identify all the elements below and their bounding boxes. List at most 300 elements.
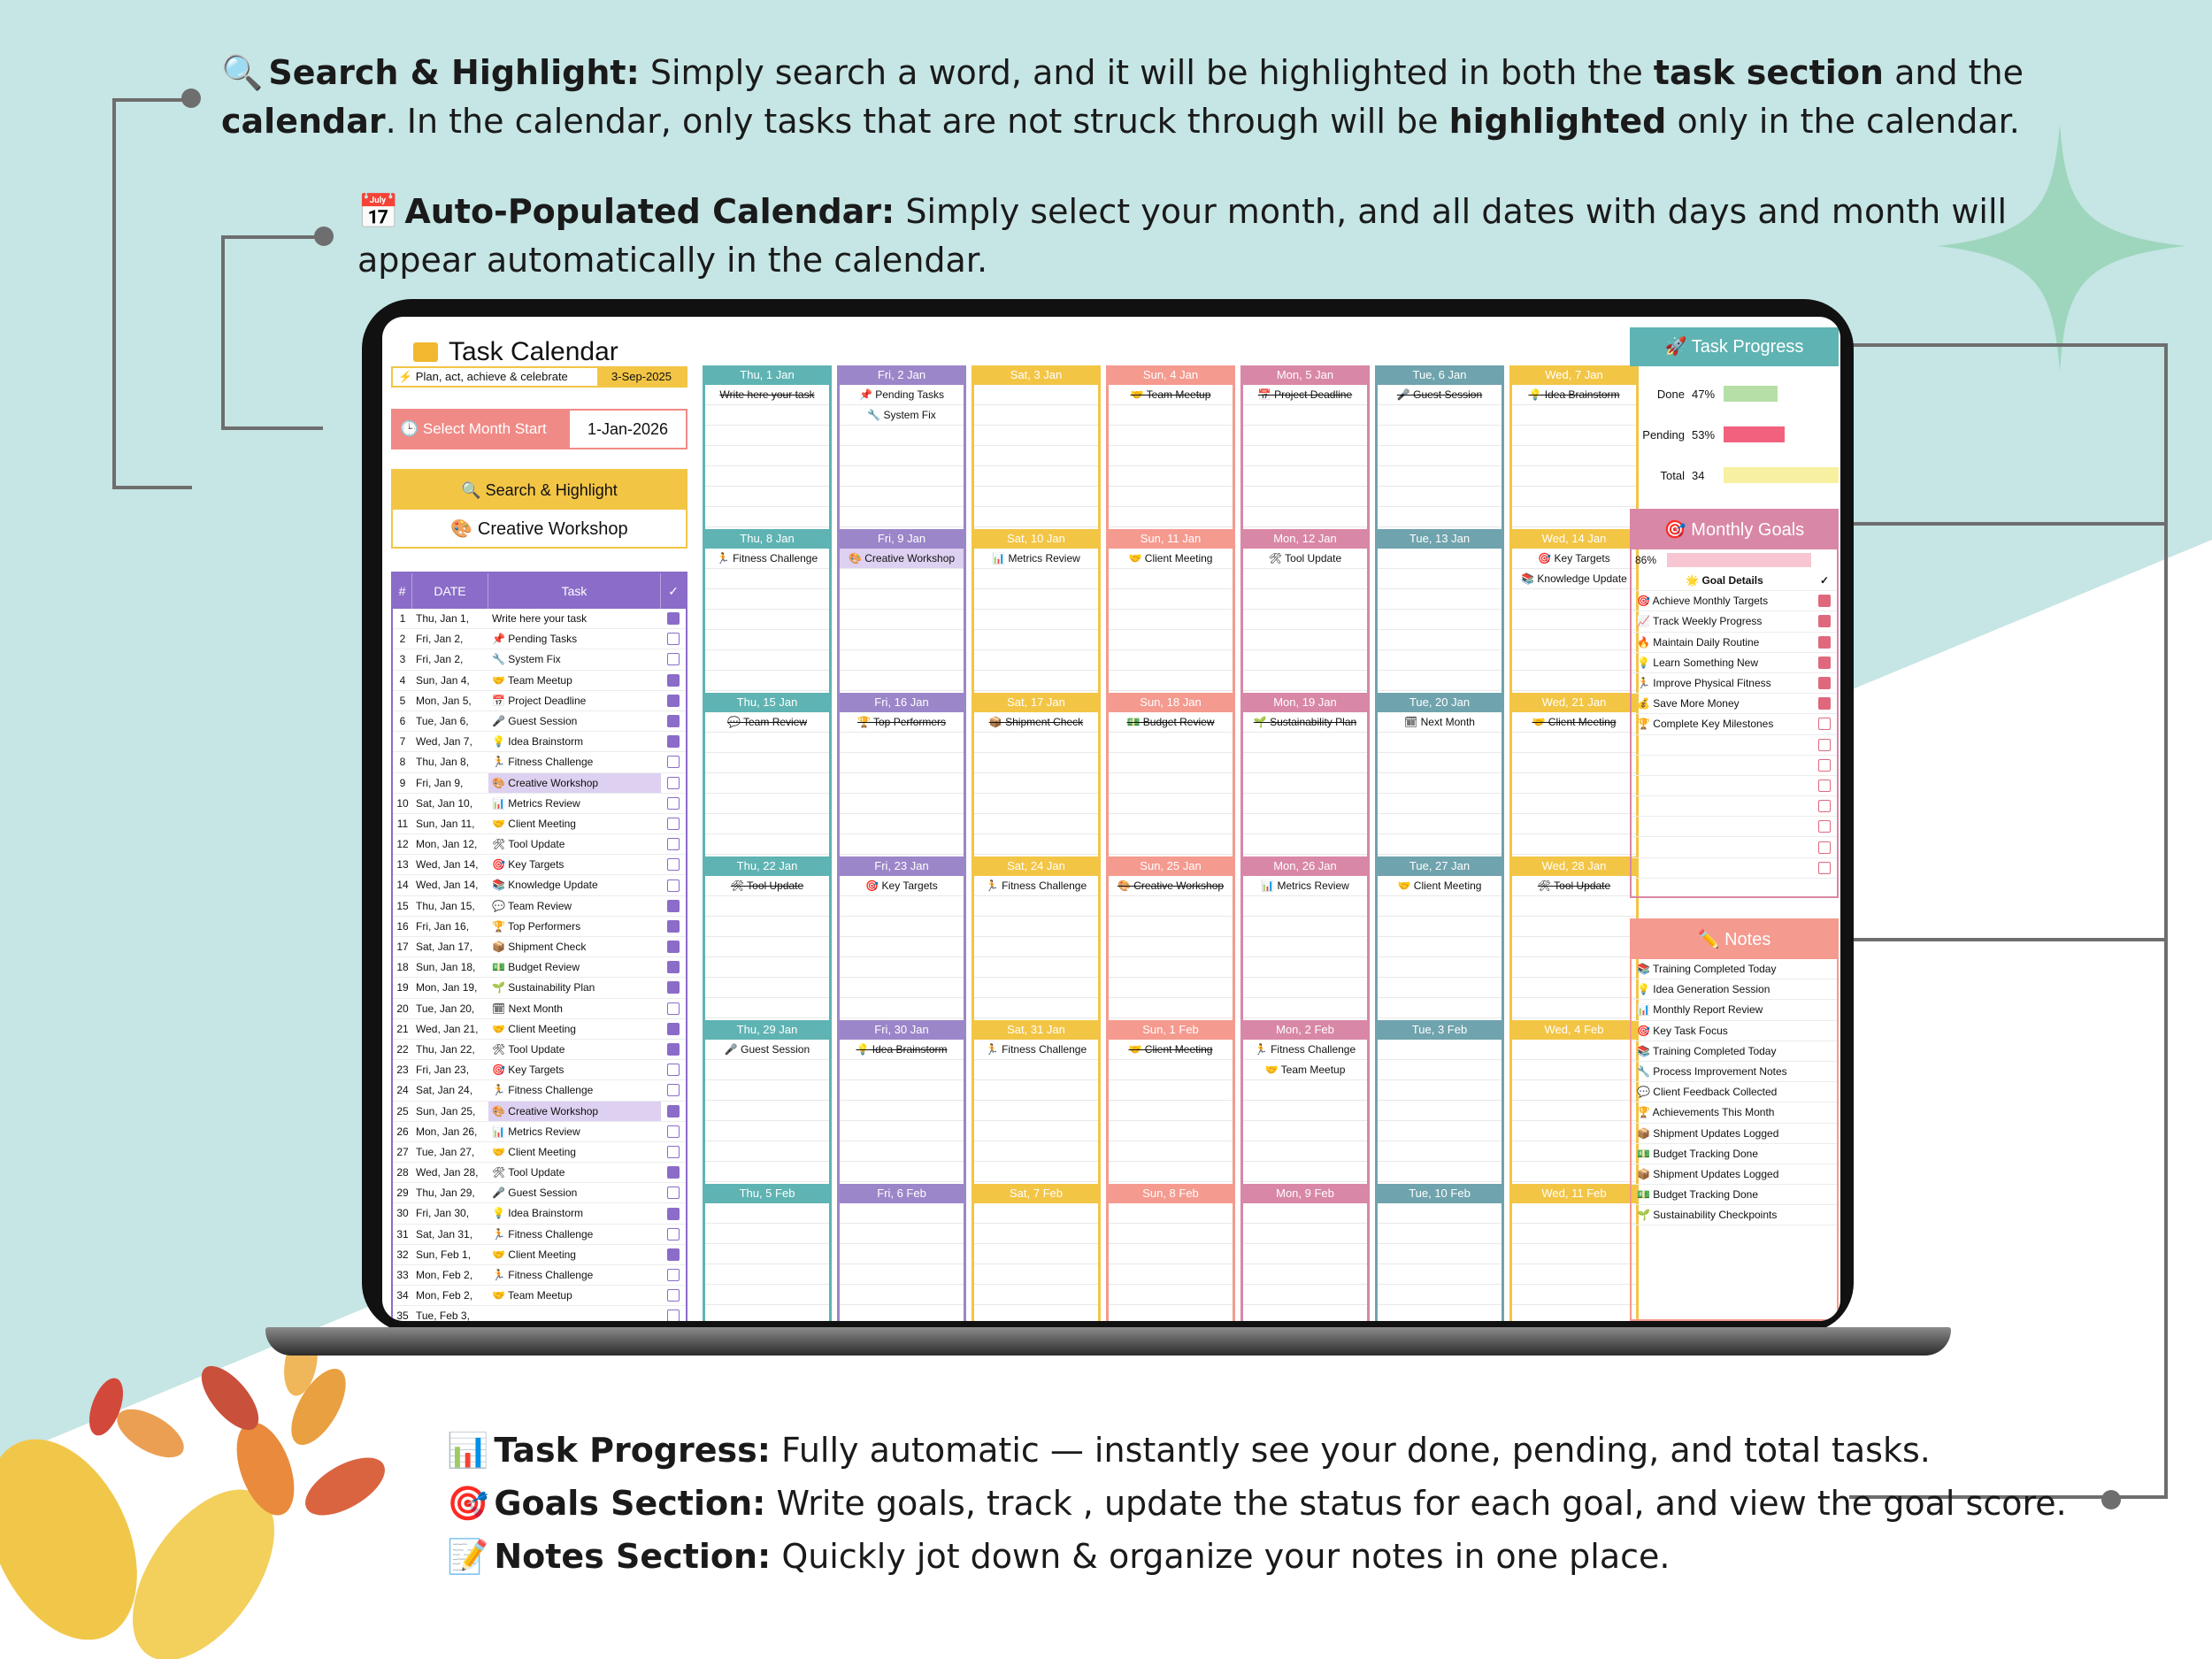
task-name[interactable]: 📌 Pending Tasks — [492, 633, 578, 646]
calendar-task-line — [1109, 1244, 1233, 1264]
goal-text[interactable] — [1632, 735, 1812, 755]
feature-text: Fully automatic — instantly see your done, pending, and total tasks. — [770, 1431, 1931, 1470]
task-checkbox[interactable] — [661, 875, 686, 895]
calendar-task-line — [705, 1224, 829, 1244]
goal-row — [1632, 776, 1837, 796]
calendar-task-line[interactable]: 💡 Idea Brainstorm — [840, 1040, 964, 1060]
search-input[interactable]: 🎨 Creative Workshop — [450, 519, 628, 539]
calendar-task-line — [840, 957, 964, 978]
calendar-task-line — [705, 957, 829, 978]
goal-checkbox[interactable] — [1812, 653, 1837, 672]
goal-checkbox[interactable] — [1812, 714, 1837, 733]
select-month-label: 🕒 Select Month Start — [393, 411, 570, 448]
calendar-task-line[interactable]: 🛠 Tool Update — [1243, 549, 1367, 569]
note-item[interactable]: 💵 Budget Tracking Done — [1632, 1185, 1837, 1205]
task-name[interactable]: 🏃 Fitness Challenge — [492, 756, 594, 769]
task-number: 26 — [396, 1125, 409, 1138]
task-row — [393, 609, 686, 629]
calendar-task-line[interactable]: 🤝 Team Meetup — [1109, 385, 1233, 405]
target-icon: 🎯 — [447, 1484, 489, 1523]
calendar-column — [1375, 365, 1504, 1321]
task-name[interactable]: 🤝 Team Meetup — [492, 1289, 572, 1302]
task-checkbox[interactable] — [661, 957, 686, 977]
calendar-task-line[interactable]: 🏃 Fitness Challenge — [974, 876, 1098, 896]
checkbox-square — [667, 961, 680, 973]
calendar-task-line — [840, 1080, 964, 1101]
task-name[interactable]: 🎤 Guest Session — [492, 714, 578, 727]
calendar-day-header: Mon, 12 Jan — [1243, 529, 1367, 549]
task-date: Sun, Jan 18, — [416, 961, 476, 974]
task-checkbox[interactable] — [661, 691, 686, 710]
task-row — [393, 711, 686, 732]
task-checkbox[interactable] — [661, 1102, 686, 1121]
calendar-task-line — [1378, 426, 1502, 446]
calendar-task-line[interactable]: 🛠 Tool Update — [705, 876, 829, 896]
calendar-task-line — [705, 1141, 829, 1162]
calendar-task-line — [1378, 1101, 1502, 1121]
calendar-day-header: Wed, 21 Jan — [1512, 693, 1636, 712]
calendar-task-line — [974, 896, 1098, 917]
checkbox-square — [667, 653, 680, 665]
task-name[interactable]: 🎯 Key Targets — [492, 1064, 565, 1077]
calendar-task-line — [1512, 733, 1636, 753]
goal-row — [1632, 817, 1837, 837]
calendar-task-line — [1243, 1080, 1367, 1101]
progress-bar — [1724, 386, 1778, 402]
calendar-day-cell — [1106, 365, 1235, 529]
calendar-day-header: Fri, 30 Jan — [840, 1020, 964, 1040]
calendar-task-line[interactable]: 🎯 Key Targets — [1512, 549, 1636, 569]
task-date: Tue, Jan 27, — [416, 1145, 475, 1158]
calendar-task-line[interactable]: 🎤 Guest Session — [705, 1040, 829, 1060]
select-month-input[interactable]: 1-Jan-2026 — [587, 420, 669, 438]
note-item[interactable]: 📊 Monthly Report Review — [1632, 1000, 1837, 1020]
goal-text[interactable] — [1632, 837, 1812, 856]
task-name[interactable]: 💡 Idea Brainstorm — [492, 1207, 583, 1220]
calendar-task-line — [840, 1244, 964, 1264]
progress-row — [1630, 414, 1839, 455]
checkbox-square — [667, 818, 680, 830]
task-checkbox[interactable] — [661, 917, 686, 936]
task-row — [393, 1225, 686, 1245]
checkbox-square — [1818, 697, 1831, 710]
magnifier-icon: 🔍 — [221, 53, 264, 92]
calendar-task-line — [974, 773, 1098, 794]
calendar-task-line — [1243, 1101, 1367, 1121]
task-name[interactable]: 🏆 Top Performers — [492, 919, 581, 933]
calendar-task-line — [1378, 753, 1502, 773]
goal-row — [1632, 694, 1837, 714]
calendar-task-line — [705, 446, 829, 466]
task-checkbox[interactable] — [661, 794, 686, 813]
goal-text[interactable]: 💰 Save More Money — [1637, 697, 1740, 710]
task-progress-title: 🚀 Task Progress — [1630, 327, 1839, 366]
task-number: 33 — [396, 1269, 409, 1281]
calendar-day-header: Fri, 23 Jan — [840, 856, 964, 876]
calendar-task-line — [1243, 917, 1367, 937]
checkbox-square — [667, 1002, 680, 1015]
calendar-task-line — [1512, 917, 1636, 937]
calendar-task-line — [1243, 834, 1367, 855]
task-date: Sun, Feb 1, — [416, 1248, 472, 1261]
goal-text[interactable] — [1632, 796, 1812, 816]
goal-text[interactable] — [1632, 817, 1812, 836]
calendar-task-line — [1378, 1224, 1502, 1244]
task-checkbox[interactable] — [661, 671, 686, 690]
calendar-task-line[interactable]: 🤝 Client Meeting — [1109, 1040, 1233, 1060]
calendar-task-line[interactable]: 📦 Shipment Check — [974, 712, 1098, 733]
calendar-task-line — [1378, 1121, 1502, 1141]
calendar-task-line — [1109, 1203, 1233, 1224]
note-item[interactable]: 📚 Training Completed Today — [1632, 959, 1837, 979]
note-item[interactable]: 📦 Shipment Updates Logged — [1632, 1164, 1837, 1185]
calendar-task-line — [1378, 1040, 1502, 1060]
calendar-task-line — [974, 630, 1098, 650]
connector-search — [112, 98, 192, 489]
calendar-day-cell — [1106, 1184, 1235, 1321]
note-item[interactable]: 💬 Client Feedback Collected — [1632, 1082, 1837, 1102]
calendar-task-line — [1109, 917, 1233, 937]
task-checkbox[interactable] — [661, 834, 686, 854]
goal-text[interactable]: 🏃 Improve Physical Fitness — [1637, 676, 1771, 689]
goal-text[interactable]: 💡 Learn Something New — [1637, 656, 1759, 669]
calendar-day-header: Tue, 3 Feb — [1378, 1020, 1502, 1040]
calendar-task-line — [840, 466, 964, 487]
calendar-task-line — [1512, 589, 1636, 610]
calendar-task-line[interactable]: 🎨 Creative Workshop — [1109, 876, 1233, 896]
calendar-task-line[interactable]: 💬 Team Review — [705, 712, 829, 733]
task-name[interactable]: 🎤 Guest Session — [492, 1187, 578, 1200]
connector-right-panels — [1849, 343, 2168, 1499]
task-name[interactable]: 📊 Metrics Review — [492, 1125, 580, 1138]
calendar-task-line[interactable]: 💵 Budget Review — [1109, 712, 1233, 733]
calendar-task-line[interactable]: Write here your task — [705, 385, 829, 405]
calendar-day-cell — [1106, 1020, 1235, 1184]
task-checkbox[interactable] — [661, 1080, 686, 1100]
task-number: 6 — [399, 714, 406, 727]
checkbox-square — [1818, 677, 1831, 689]
calendar-task-line — [840, 773, 964, 794]
calendar-task-line — [1512, 1040, 1636, 1060]
checkbox-square — [1818, 739, 1831, 751]
task-checkbox[interactable] — [661, 1265, 686, 1285]
calendar-task-line — [1243, 937, 1367, 957]
task-name[interactable]: 🤝 Client Meeting — [492, 817, 576, 830]
task-checkbox[interactable] — [661, 711, 686, 731]
task-name[interactable]: 🗓 Next Month — [492, 1002, 563, 1015]
task-name[interactable]: 📚 Knowledge Update — [492, 879, 598, 892]
callout-title: Auto-Populated Calendar: — [404, 192, 895, 231]
task-checkbox[interactable] — [661, 1019, 686, 1039]
col-date: DATE — [412, 573, 488, 609]
task-progress-panel — [1630, 327, 1839, 504]
calendar-task-line[interactable]: 🛠 Tool Update — [1512, 876, 1636, 896]
calendar-task-line — [1378, 569, 1502, 589]
calendar-day-cell — [703, 365, 832, 529]
task-name[interactable]: Write here your task — [492, 612, 588, 625]
calendar-task-line — [1243, 610, 1367, 630]
calendar-task-line — [1243, 589, 1367, 610]
calendar-task-line[interactable]: 🤝 Team Meetup — [1243, 1060, 1367, 1080]
calendar-task-line[interactable]: 🏃 Fitness Challenge — [1243, 1040, 1367, 1060]
calendar-task-line — [974, 487, 1098, 507]
task-rows — [393, 609, 686, 1321]
task-checkbox[interactable] — [661, 609, 686, 628]
calendar-day-header: Mon, 2 Feb — [1243, 1020, 1367, 1040]
task-row — [393, 1245, 686, 1265]
goal-checkbox[interactable] — [1812, 756, 1837, 775]
calendar-column — [1240, 365, 1370, 1321]
task-name[interactable]: 🛠 Tool Update — [492, 1042, 565, 1056]
goal-checkbox[interactable] — [1812, 858, 1837, 878]
calendar-task-line — [974, 1141, 1098, 1162]
calendar-task-line — [1378, 630, 1502, 650]
calendar-task-line — [974, 1162, 1098, 1182]
calendar-task-line[interactable]: 🏃 Fitness Challenge — [705, 549, 829, 569]
task-checkbox[interactable] — [661, 855, 686, 874]
task-name[interactable]: 🛠 Tool Update — [492, 838, 565, 851]
note-item[interactable]: 💡 Idea Generation Session — [1632, 979, 1837, 1000]
task-checkbox[interactable] — [661, 1306, 686, 1321]
calendar-task-line[interactable]: 📌 Pending Tasks — [840, 385, 964, 405]
progress-bar — [1724, 426, 1785, 442]
goal-checkbox[interactable] — [1812, 633, 1837, 652]
calendar-task-line[interactable]: 🎨 Creative Workshop — [840, 549, 964, 569]
calendar-day-cell — [1509, 856, 1639, 1020]
task-checkbox[interactable] — [661, 814, 686, 833]
calendar-task-line[interactable]: 🗓 Next Month — [1378, 712, 1502, 733]
calendar-task-line — [1512, 487, 1636, 507]
task-name[interactable]: 🏃 Fitness Challenge — [492, 1084, 594, 1097]
task-name[interactable]: 🤝 Team Meetup — [492, 673, 572, 687]
calendar-task-line — [705, 569, 829, 589]
goal-checkbox[interactable] — [1812, 817, 1837, 836]
feature-goals — [447, 1479, 2128, 1532]
calendar-task-line — [1243, 957, 1367, 978]
task-name[interactable]: 🤝 Client Meeting — [492, 1145, 576, 1158]
calendar-task-line — [1109, 589, 1233, 610]
calendar-task-line — [1378, 671, 1502, 691]
goal-checkbox[interactable] — [1812, 694, 1837, 713]
calendar-task-line[interactable]: 🤝 Client Meeting — [1378, 876, 1502, 896]
calendar-task-line[interactable]: 📊 Metrics Review — [1243, 876, 1367, 896]
goal-text[interactable]: 🏆 Complete Key Milestones — [1637, 718, 1774, 731]
calendar-day-header: Sat, 7 Feb — [974, 1184, 1098, 1203]
calendar-task-line — [705, 937, 829, 957]
calendar-task-line[interactable]: 🎯 Key Targets — [840, 876, 964, 896]
task-checkbox[interactable] — [661, 1245, 686, 1264]
calendar-task-line[interactable]: 🤝 Client Meeting — [1109, 549, 1233, 569]
goal-text[interactable] — [1632, 776, 1812, 795]
note-item[interactable]: 📦 Shipment Updates Logged — [1632, 1124, 1837, 1144]
goal-text[interactable] — [1632, 756, 1812, 775]
calendar-task-line[interactable]: 🏆 Top Performers — [840, 712, 964, 733]
calendar-task-line — [974, 1224, 1098, 1244]
task-name[interactable]: 💬 Team Review — [492, 899, 572, 912]
calendar-task-line[interactable]: 🤝 Client Meeting — [1512, 712, 1636, 733]
calendar-day-cell — [703, 1020, 832, 1184]
task-checkbox[interactable] — [661, 978, 686, 997]
task-date: Mon, Feb 2, — [416, 1289, 473, 1302]
calendar-task-line[interactable]: 📊 Metrics Review — [974, 549, 1098, 569]
calendar-task-line — [1512, 426, 1636, 446]
task-name[interactable]: 🎨 Creative Workshop — [488, 773, 661, 793]
goal-row — [1632, 653, 1837, 673]
tagline-bar — [391, 366, 687, 388]
note-item[interactable]: 🌱 Sustainability Checkpoints — [1632, 1205, 1837, 1225]
task-row — [393, 855, 686, 875]
calendar-task-line — [1243, 1305, 1367, 1321]
task-checkbox[interactable] — [661, 732, 686, 751]
task-name[interactable]: 🏃 Fitness Challenge — [492, 1227, 594, 1240]
task-name[interactable]: 🔧 System Fix — [492, 653, 561, 666]
calendar-task-line — [1243, 466, 1367, 487]
goal-checkbox[interactable] — [1812, 796, 1837, 816]
calendar-task-line — [705, 1264, 829, 1285]
task-number: 9 — [399, 776, 406, 789]
calendar-task-line — [1378, 773, 1502, 794]
task-number: 27 — [396, 1145, 409, 1158]
connector-dot — [181, 88, 201, 108]
task-checkbox[interactable] — [661, 773, 686, 793]
calendar-task-line — [1512, 896, 1636, 917]
calendar-task-line — [1109, 1080, 1233, 1101]
calendar-column — [703, 365, 832, 1321]
calendar-task-line — [1512, 446, 1636, 466]
note-item[interactable]: 🔧 Process Improvement Notes — [1632, 1062, 1837, 1082]
calendar-day-header: Sun, 4 Jan — [1109, 365, 1233, 385]
task-number: 14 — [396, 879, 409, 892]
calendar-day-cell — [972, 1184, 1101, 1321]
task-name[interactable]: 💡 Idea Brainstorm — [492, 735, 583, 749]
goal-text[interactable] — [1632, 858, 1812, 878]
goal-text[interactable]: 📈 Track Weekly Progress — [1637, 615, 1763, 628]
calendar-task-line — [1109, 487, 1233, 507]
goal-checkbox[interactable] — [1812, 837, 1837, 856]
task-checkbox[interactable] — [661, 1060, 686, 1079]
calendar-task-line — [974, 426, 1098, 446]
task-checkbox[interactable] — [661, 1225, 686, 1244]
calendar-task-line — [1109, 1121, 1233, 1141]
task-checkbox[interactable] — [661, 1286, 686, 1305]
checkbox-square — [667, 1166, 680, 1179]
calendar-task-line[interactable]: 🏃 Fitness Challenge — [974, 1040, 1098, 1060]
task-name[interactable]: 🤝 Client Meeting — [492, 1022, 576, 1035]
task-row — [393, 875, 686, 895]
goal-row — [1632, 633, 1837, 653]
task-checkbox[interactable] — [661, 1040, 686, 1059]
task-name[interactable]: 🤝 Client Meeting — [492, 1248, 576, 1261]
calendar-task-line — [840, 733, 964, 753]
task-name[interactable]: 🎨 Creative Workshop — [488, 1102, 661, 1121]
calendar-day-header: Sat, 17 Jan — [974, 693, 1098, 712]
calendar-day-header: Tue, 13 Jan — [1378, 529, 1502, 549]
calendar-day-header: Thu, 15 Jan — [705, 693, 829, 712]
task-checkbox[interactable] — [661, 629, 686, 649]
feature-notes — [447, 1532, 2128, 1586]
calendar-task-line — [1512, 978, 1636, 998]
goal-checkbox[interactable] — [1812, 776, 1837, 795]
task-name[interactable] — [488, 1306, 661, 1321]
calendar-task-line[interactable]: 🎤 Guest Session — [1378, 385, 1502, 405]
note-item[interactable]: 📚 Training Completed Today — [1632, 1041, 1837, 1062]
calendar-task-line — [705, 405, 829, 426]
task-checkbox[interactable] — [661, 1122, 686, 1141]
task-row — [393, 1040, 686, 1060]
task-name[interactable]: 🌱 Sustainability Plan — [492, 981, 595, 995]
task-checkbox[interactable] — [661, 1163, 686, 1182]
task-checkbox[interactable] — [661, 999, 686, 1018]
calendar-task-line — [1378, 446, 1502, 466]
task-row — [393, 1306, 686, 1321]
goal-row — [1632, 756, 1837, 776]
task-row — [393, 1019, 686, 1040]
goal-checkbox[interactable] — [1812, 735, 1837, 755]
calendar-task-line[interactable]: 📅 Project Deadline — [1243, 385, 1367, 405]
calendar-day-cell — [1375, 693, 1504, 856]
task-number: 35 — [396, 1310, 409, 1321]
task-row — [393, 1102, 686, 1122]
task-name[interactable]: 🎯 Key Targets — [492, 858, 565, 872]
goal-checkbox[interactable] — [1812, 611, 1837, 631]
calendar-day-header: Tue, 10 Feb — [1378, 1184, 1502, 1203]
calendar-day-header: Sun, 25 Jan — [1109, 856, 1233, 876]
calendar-day-header: Sat, 24 Jan — [974, 856, 1098, 876]
checkbox-square — [667, 879, 680, 892]
note-item[interactable]: 🎯 Key Task Focus — [1632, 1021, 1837, 1041]
task-checkbox[interactable] — [661, 896, 686, 916]
task-row — [393, 1060, 686, 1080]
calendar-task-line[interactable]: 🌱 Sustainability Plan — [1243, 712, 1367, 733]
task-number: 7 — [399, 735, 406, 749]
calendar-task-line[interactable]: 💡 Idea Brainstorm — [1512, 385, 1636, 405]
feature-task-progress — [447, 1426, 2128, 1479]
calendar-task-line — [840, 487, 964, 507]
goal-checkbox[interactable] — [1812, 591, 1837, 611]
calendar-day-header: Sun, 18 Jan — [1109, 693, 1233, 712]
task-name[interactable]: 📊 Metrics Review — [492, 796, 580, 810]
task-name[interactable]: 📦 Shipment Check — [492, 941, 587, 953]
task-name[interactable]: 🛠 Tool Update — [492, 1166, 565, 1179]
task-checkbox[interactable] — [661, 1142, 686, 1162]
task-checkbox[interactable] — [661, 752, 686, 772]
calendar-task-line — [974, 733, 1098, 753]
task-checkbox[interactable] — [661, 937, 686, 956]
calendar-task-line — [1378, 1141, 1502, 1162]
goal-checkbox[interactable] — [1812, 673, 1837, 693]
task-name[interactable]: 💵 Budget Review — [492, 961, 580, 974]
calendar-task-line — [840, 1101, 964, 1121]
calendar-task-line — [1512, 507, 1636, 527]
calendar-task-line — [1243, 998, 1367, 1018]
feature-list — [447, 1426, 2128, 1586]
task-checkbox[interactable] — [661, 1183, 686, 1202]
calendar-task-line[interactable]: 📚 Knowledge Update — [1512, 569, 1636, 589]
goal-text[interactable]: 🎯 Achieve Monthly Targets — [1637, 595, 1769, 608]
task-name[interactable]: 📅 Project Deadline — [492, 694, 587, 707]
goal-text[interactable]: 🔥 Maintain Daily Routine — [1637, 635, 1760, 649]
task-row — [393, 732, 686, 752]
note-item[interactable]: 💵 Budget Tracking Done — [1632, 1144, 1837, 1164]
calendar-task-line[interactable]: 🔧 System Fix — [840, 405, 964, 426]
callout-search-highlight — [221, 49, 2185, 146]
note-item[interactable]: 🏆 Achievements This Month — [1632, 1102, 1837, 1123]
checkbox-square — [1818, 820, 1831, 833]
task-name[interactable]: 🏃 Fitness Challenge — [492, 1269, 594, 1281]
goal-row — [1632, 735, 1837, 756]
task-checkbox[interactable] — [661, 649, 686, 669]
task-checkbox[interactable] — [661, 1203, 686, 1223]
